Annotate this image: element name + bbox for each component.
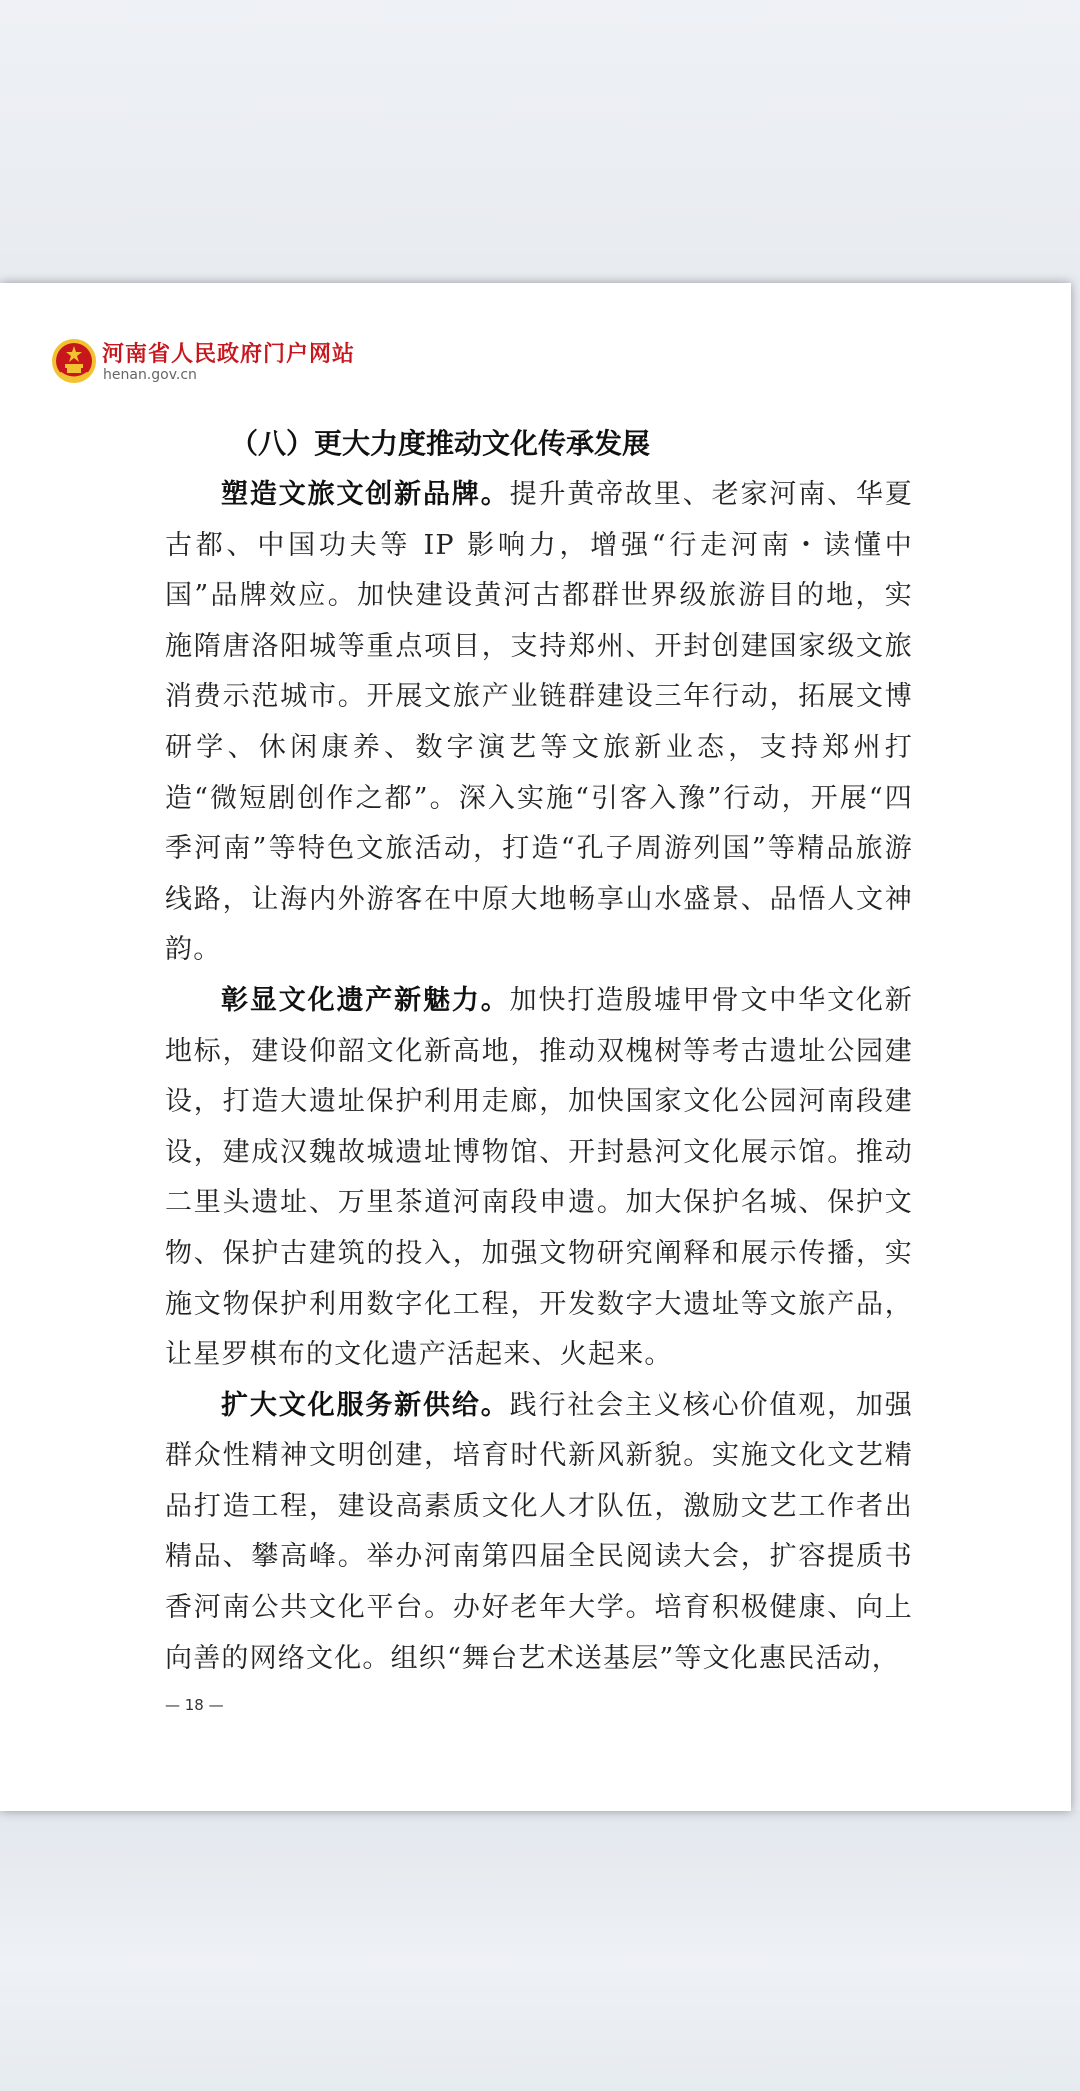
document-body: [165, 470, 913, 1684]
paragraph-cultural-tourism-brand: [165, 470, 913, 976]
paragraph-cultural-heritage: [165, 976, 913, 1381]
site-name: 河南省人民政府门户网站: [102, 342, 356, 367]
backdrop-bottom: [0, 1810, 1080, 2091]
section-heading: （八）更大力度推动文化传承发展: [230, 427, 651, 460]
paragraph-text: 加快打造殷墟甲骨文中华文化新地标，建设仰韶文化新高地，推动双槐树等考古遗址公园建设，打造大遗址保护利用走廊，加快国家文化公园河南段建设，建成汉魏故城遗址博物馆、开封悬河文化展示馆。推动二里头遗址、万里茶道河南段申遗。加大保护名城、保护文物、保护古建筑的投入，加强文物研究阐释和展示传播，实施文物保护利用数字化工程，开发数字大遗址等文旅产品，让星罗棋布的文化遗产活起来、火起来。: [165, 984, 913, 1371]
page-number: — 18 —: [165, 1696, 224, 1714]
paragraph-text: 提升黄帝故里、老家河南、华夏古都、中国功夫等 IP 影响力，增强“行走河南・读懂中国”品牌效应。加快建设黄河古都群世界级旅游目的地，实施隋唐洛阳城等重点项目，支持郑州、开封创建国家级文旅消费示范城市。开展文旅产业链群建设三年行动，拓展文博研学、休闲康养、数字演艺等文旅新业态，支持郑州打造“微短剧创作之都”。深入实施“引客入豫”行动，开展“四季河南”等特色文旅活动，打造“孔子周游列国”等精品旅游线路，让海内外游客在中原大地畅享山水盛景、品悟人文神韵。: [165, 479, 913, 966]
paragraph-lead: 扩大文化服务新供给。: [221, 1389, 510, 1421]
site-domain: henan.gov.cn: [103, 367, 197, 383]
paragraph-cultural-services: [165, 1381, 913, 1685]
paragraph-text: 践行社会主义核心价值观，加强群众性精神文明创建，培育时代新风新貌。实施文化文艺精品打造工程，建设高素质文化人才队伍，激励文艺工作者出精品、攀高峰。举办河南第四届全民阅读大会，扩容提质书香河南公共文化平台。办好老年大学。培育积极健康、向上向善的网络文化。组织“舞台艺术送基层”等文化惠民活动，: [165, 1389, 913, 1674]
national-emblem-icon: [50, 337, 98, 385]
paragraph-lead: 塑造文旅文创新品牌。: [221, 479, 510, 510]
paragraph-lead: 彰显文化遗产新魅力。: [221, 984, 510, 1016]
backdrop-top: [0, 0, 1080, 285]
